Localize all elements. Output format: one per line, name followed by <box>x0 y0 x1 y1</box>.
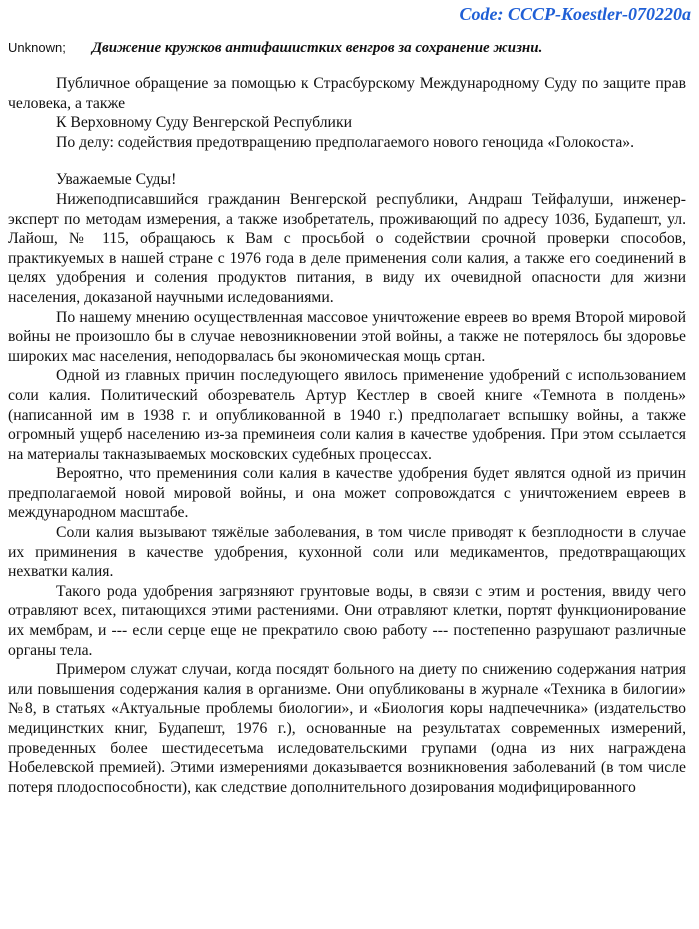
document-body <box>8 74 686 797</box>
spacer <box>8 152 686 170</box>
document-code: Code: CCCP-Koestler-070220a <box>459 4 691 24</box>
paragraph: Примером служат случаи, когда посядят больного на диету по снижению содержания натрия или повышения содержания калия в организме. Они опубликованы в журнале «Техника в билогии» №8, в статьях «Актуальные проблемы биологии», и «Биология коры надпечечника» (издательство медицинстких книг, Будапешт, 1976 г.), основанные на результатах современных измерений, проведенных более шестидесетьма иследовательскими групами (одна из них награждена Нобелевской премией). Этими измерениями доказывается возникновения заболеваний (в том числе потеря плодоспособности), как следствие дополнительного дозирования модифицированного <box>8 661 686 796</box>
paragraph: Соли калия вызывают тяжёлые заболевания, в том числе приводят к безплодности в случае их приминения в качестве удобрения, кухонной соли или медикаментов, предотвращающих нехватки калия. <box>8 524 686 581</box>
address-line: По делу: содействия предотвращению предполагаемого нового геноцида «Голокоста». <box>56 133 635 151</box>
paragraph: Вероятно, что премениния соли калия в качестве удобрения будет являтся одной из причин предполагаемой новой мировой войны, и она может сопровождатся с уничтожением евреев в международном масштабе. <box>8 465 686 522</box>
address-line: К Верховному Суду Венгерской Республики <box>56 114 352 132</box>
paragraph: Такого рода удобрения загрязняют грунтовые воды, в связи с этим и ростения, ввиду чего отравляют всех, питающихся этими растениями. Они отравляют клетки, портят функционирование их мембрам, и --- если серце еще не прекратило свою работу --- постепенно разрушают различные органы тела. <box>8 582 686 659</box>
document-title: Движение кружков антифашистких венгров за сохранение жизни. <box>91 40 543 56</box>
salutation: Уважаемые Суды! <box>56 171 177 189</box>
paragraph: По нашему мнению осуществленная массовое уничтожение евреев во время Второй мировой войны не произошло бы в случае невозникновении этой войны, а также не потерялось бы здоровье широких мас населения, неподорвалась бы экономическая мощь сртан. <box>8 308 686 365</box>
document-header <box>8 39 691 57</box>
paragraph: Одной из главных причин последующего явилось применение удобрений с использованием соли калия. Политический обозреватель Артур Кестлер в своей книге «Темнота в полдень» (написанной им в 1938 г. и опубликованной в 1940 г.) предполагает вспышку войны, а также огромный ущерб населению из-за преминеия соли калия в качестве удобрения. При этом ссылается на материалы такназываемых московских судебных процессах. <box>8 367 686 463</box>
paragraph: Нижеподписавшийся гражданин Венгерской республики, Андраш Тейфалуши, инженер-эксперт по методам измерения, а также изобретатель, проживающий по адресу 1036, Будапешт, ул. Лайош, № 115, обращаюсь к Вам с просьбой о содействии срочной проверки способов, практикуемых в нашей стране с 1976 года в деле применения соли калия, а также его соединений в целях удобрения и соления продуктов питания, в виду их очевидной опасности для жизни населения, доказаной научными иследованиями. <box>8 190 686 306</box>
address-line: Публичное обращение за помощью к Страсбурскому Международному Суду по защите прав человека, а также <box>8 75 686 112</box>
author-label: Unknown; <box>8 40 66 55</box>
